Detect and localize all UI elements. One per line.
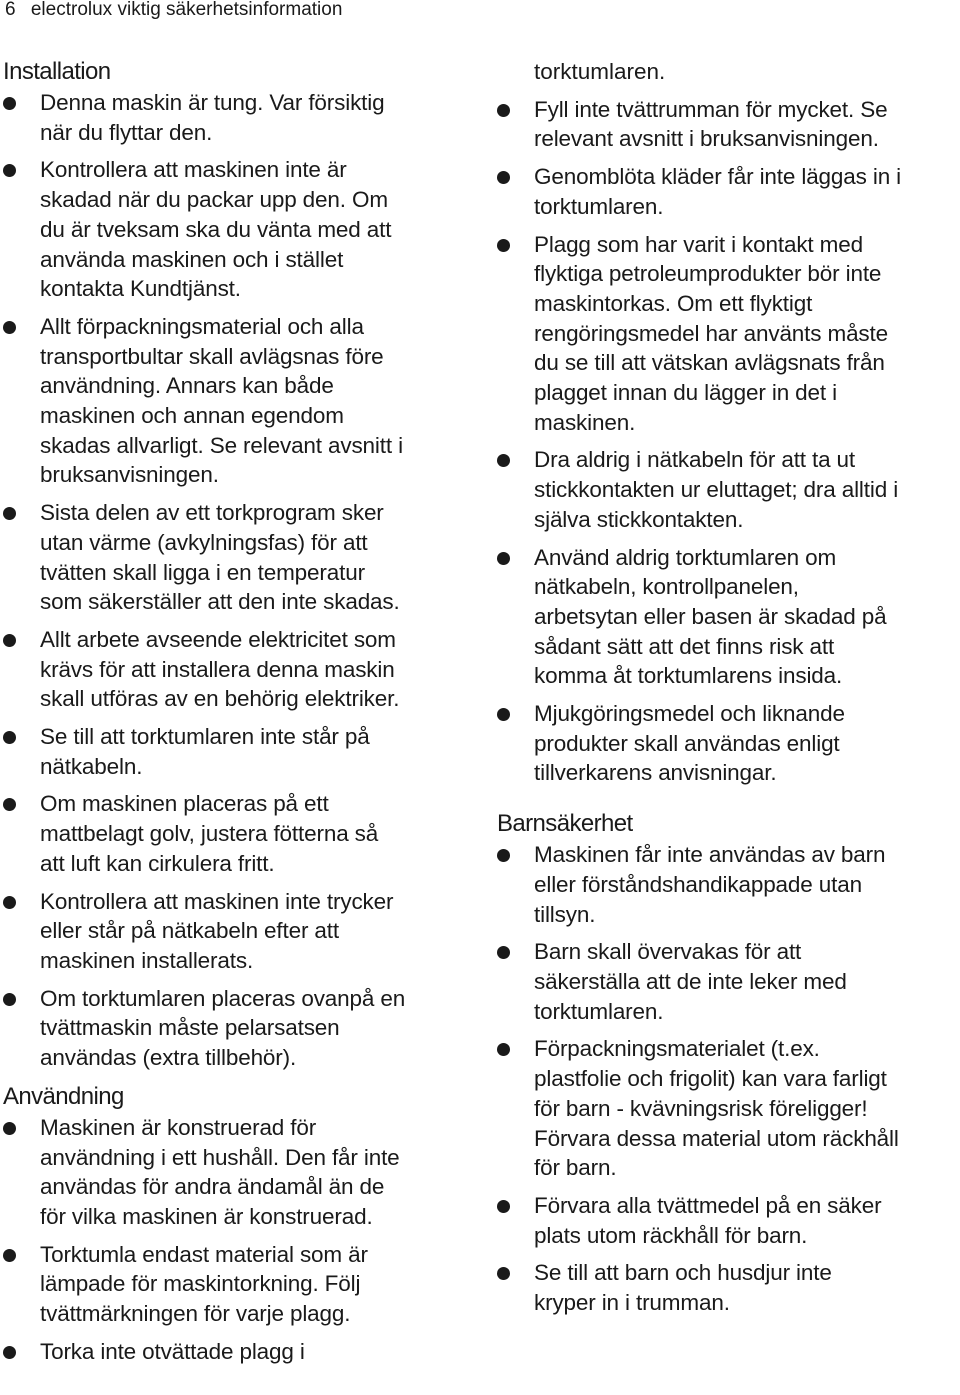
list-item xyxy=(3,88,473,147)
continued-text: torktumlaren. xyxy=(534,59,666,84)
list-item xyxy=(497,1034,960,1183)
list-item-line: för barn. xyxy=(534,1155,617,1181)
list-item-line: torktumlaren. xyxy=(534,998,664,1024)
list-item-line: produkter skall användas enligt xyxy=(534,730,840,756)
bullet-icon xyxy=(3,634,16,647)
list-item-line: Maskinen får inte användas av barn xyxy=(534,842,886,868)
list-item-line: maskintorkas. Om ett flyktigt xyxy=(534,290,813,316)
list-item-line: Förvara dessa material utom räckhåll xyxy=(534,1125,899,1151)
list-item-line: flyktiga petroleumprodukter bör inte xyxy=(534,261,882,287)
list-item xyxy=(3,498,473,617)
list-item-line: maskinen installerats. xyxy=(40,947,254,973)
list-item-line: transportbultar skall avlägsnas före xyxy=(40,343,384,369)
list-item xyxy=(3,1113,473,1232)
list-item xyxy=(3,789,473,878)
list-item-line: Allt förpackningsmaterial och alla xyxy=(40,313,364,339)
bullet-icon xyxy=(497,171,510,184)
list-item-line: kontakta Kundtjänst. xyxy=(40,276,241,302)
bullet-list xyxy=(497,95,960,788)
list-item-line: att luft kan cirkulera fritt. xyxy=(40,850,275,876)
list-item-line: för barn - kvävningsrisk föreligger! xyxy=(534,1095,868,1121)
list-item-line: säkerställa att de inte leker med xyxy=(534,968,847,994)
list-item-line: nätkabeln. xyxy=(40,753,143,779)
bullet-icon xyxy=(3,1249,16,1262)
bullet-icon xyxy=(3,507,16,520)
list-item-line: Denna maskin är tung. Var försiktig xyxy=(40,90,385,115)
bullet-list xyxy=(3,1113,473,1367)
list-item-line: plagget innan du lägger in det i xyxy=(534,380,837,406)
list-item-line: skadad när du packar upp den. Om xyxy=(40,187,388,213)
list-item-line: användas för andra ändamål än de xyxy=(40,1174,385,1200)
list-item xyxy=(497,1191,960,1250)
list-item-line: Förvara alla tvättmedel på en säker xyxy=(534,1192,882,1218)
list-item-line: Sista delen av ett torkprogram sker xyxy=(40,500,384,526)
section-heading: Användning xyxy=(3,1082,124,1110)
list-item-line: tvättmärkningen för varje plagg. xyxy=(40,1301,351,1327)
list-item-line: användning. Annars kan både xyxy=(40,373,334,399)
list-item-line: Torktumla endast material som är xyxy=(40,1241,368,1267)
right-column xyxy=(497,57,960,1326)
bullet-icon xyxy=(497,849,510,862)
list-item-line: komma åt torktumlarens insida. xyxy=(534,663,843,689)
bullet-icon xyxy=(3,97,16,110)
list-item xyxy=(497,1258,960,1317)
bullet-icon xyxy=(497,1043,510,1056)
list-item-line: tvätten skall ligga i en temperatur xyxy=(40,559,365,585)
bullet-icon xyxy=(3,1346,16,1359)
section-heading: Installation xyxy=(3,58,111,85)
list-item-line: du är tveksam ska du vänta med att xyxy=(40,216,392,242)
list-item-line: tillsyn. xyxy=(534,901,596,927)
list-item-line: Genomblöta kläder får inte läggas in i xyxy=(534,164,902,190)
list-item xyxy=(3,625,473,714)
list-item xyxy=(3,1240,473,1329)
list-item-line: använda maskinen och i stället xyxy=(40,246,344,272)
list-item-line: Dra aldrig i nätkabeln för att ta ut xyxy=(534,447,856,473)
bullet-icon xyxy=(497,1200,510,1213)
list-item-line: själva stickkontakten. xyxy=(534,506,744,532)
list-item-line: skadas allvarligt. Se relevant avsnitt i xyxy=(40,432,403,458)
bullet-icon xyxy=(497,239,510,252)
list-item-line: krävs för att installera denna maskin xyxy=(40,656,395,682)
page-number: 6 xyxy=(5,0,16,20)
bullet-icon xyxy=(497,552,510,565)
list-item-line: eller förståndshandikappade utan xyxy=(534,871,862,897)
list-item-line: stickkontakten ur eluttaget; dra alltid i xyxy=(534,477,899,503)
list-item-line: du se till att vätskan avlägsnats från xyxy=(534,350,885,376)
list-item xyxy=(3,722,473,781)
bullet-icon xyxy=(3,321,16,334)
list-item xyxy=(3,312,473,490)
brand-name: electrolux xyxy=(30,0,113,20)
list-item xyxy=(3,984,473,1073)
section-heading: Barnsäkerhet xyxy=(497,810,633,838)
list-item-line: skall utföras av en behörig elektriker. xyxy=(40,686,400,712)
list-item-line: utan värme (avkylningsfas) för att xyxy=(40,529,368,555)
bullet-icon xyxy=(3,731,16,744)
list-item-line: nätkabeln, kontrollpanelen, xyxy=(534,574,799,600)
page-header-title: viktig säkerhetsinformation xyxy=(117,0,343,20)
list-item-line: användas (extra tillbehör). xyxy=(40,1045,297,1071)
list-item-line: Kontrollera att maskinen inte är xyxy=(40,157,347,183)
list-item-line: lämpade för maskintorkning. Följ xyxy=(40,1271,361,1297)
list-item-line: Se till att barn och husdjur inte xyxy=(534,1260,832,1286)
list-item-line: Mjukgöringsmedel och liknande xyxy=(534,701,845,727)
bullet-icon xyxy=(3,993,16,1006)
list-item xyxy=(497,230,960,438)
list-item-line: Om torktumlaren placeras ovanpå en xyxy=(40,985,406,1011)
bullet-icon xyxy=(497,104,510,117)
list-item-line: Plagg som har varit i kontakt med xyxy=(534,231,863,257)
bullet-icon xyxy=(497,946,510,959)
list-item-line: mattbelagt golv, justera fötterna så xyxy=(40,821,379,847)
list-item xyxy=(3,887,473,976)
list-item-line: sådant sätt att det finns risk att xyxy=(534,633,835,659)
list-item-line: Fyll inte tvättrumman för mycket. Se xyxy=(534,96,888,122)
list-item-line: plastfolie och frigolit) kan vara farligt xyxy=(534,1066,887,1092)
list-item-line: kryper in i trumman. xyxy=(534,1290,730,1316)
bullet-icon xyxy=(3,896,16,909)
bullet-list xyxy=(497,840,960,1318)
bullet-icon xyxy=(497,454,510,467)
list-item-line: torktumlaren. xyxy=(534,193,664,219)
list-item-line: för vilka maskinen är konstruerad. xyxy=(40,1203,373,1229)
bullet-list xyxy=(3,88,473,1073)
list-item-line: som säkerställer att den inte skadas. xyxy=(40,589,400,615)
list-item-line: relevant avsnitt i bruksanvisningen. xyxy=(534,126,879,152)
list-item-line: Allt arbete avseende elektricitet som xyxy=(40,626,396,652)
bullet-icon xyxy=(3,164,16,177)
list-item-line: arbetsytan eller basen är skadad på xyxy=(534,603,887,629)
list-item-line: bruksanvisningen. xyxy=(40,462,219,488)
list-item xyxy=(497,840,960,929)
list-item-line: Använd aldrig torktumlaren om xyxy=(534,544,837,570)
bullet-icon xyxy=(3,798,16,811)
list-item-line: Förpackningsmaterialet (t.ex. xyxy=(534,1036,820,1062)
list-item-line: användning i ett hushåll. Den får inte xyxy=(40,1144,400,1170)
list-item-line: Maskinen är konstruerad för xyxy=(40,1114,317,1140)
list-item-line: när du flyttar den. xyxy=(40,119,213,145)
list-item-line: Se till att torktumlaren inte står på xyxy=(40,724,370,750)
list-item xyxy=(3,1337,473,1367)
list-item-line: plats utom räckhåll för barn. xyxy=(534,1222,808,1248)
list-item-line: rengöringsmedel har använts måste xyxy=(534,320,888,346)
list-item xyxy=(3,155,473,304)
list-item-line: Kontrollera att maskinen inte trycker xyxy=(40,888,394,914)
list-item-line: maskinen och annan egendom xyxy=(40,403,344,429)
list-item-line: eller står på nätkabeln efter att xyxy=(40,918,339,944)
left-column xyxy=(3,56,473,1374)
list-item-line: Om maskinen placeras på ett xyxy=(40,791,329,817)
list-item xyxy=(497,699,960,788)
list-item-line: tvättmaskin måste pelarsatsen xyxy=(40,1015,340,1041)
list-item xyxy=(497,162,960,221)
bullet-icon xyxy=(497,1267,510,1280)
list-item xyxy=(497,95,960,154)
list-item xyxy=(497,543,960,692)
list-item-line: Barn skall övervakas för att xyxy=(534,939,802,965)
list-item xyxy=(497,445,960,534)
bullet-icon xyxy=(3,1122,16,1135)
bullet-icon xyxy=(497,708,510,721)
list-item-line: maskinen. xyxy=(534,409,636,435)
page-header xyxy=(5,0,342,22)
list-item-line: tillverkarens anvisningar. xyxy=(534,760,777,786)
list-item xyxy=(497,937,960,1026)
list-item-line: Torka inte otvättade plagg i xyxy=(40,1338,305,1364)
